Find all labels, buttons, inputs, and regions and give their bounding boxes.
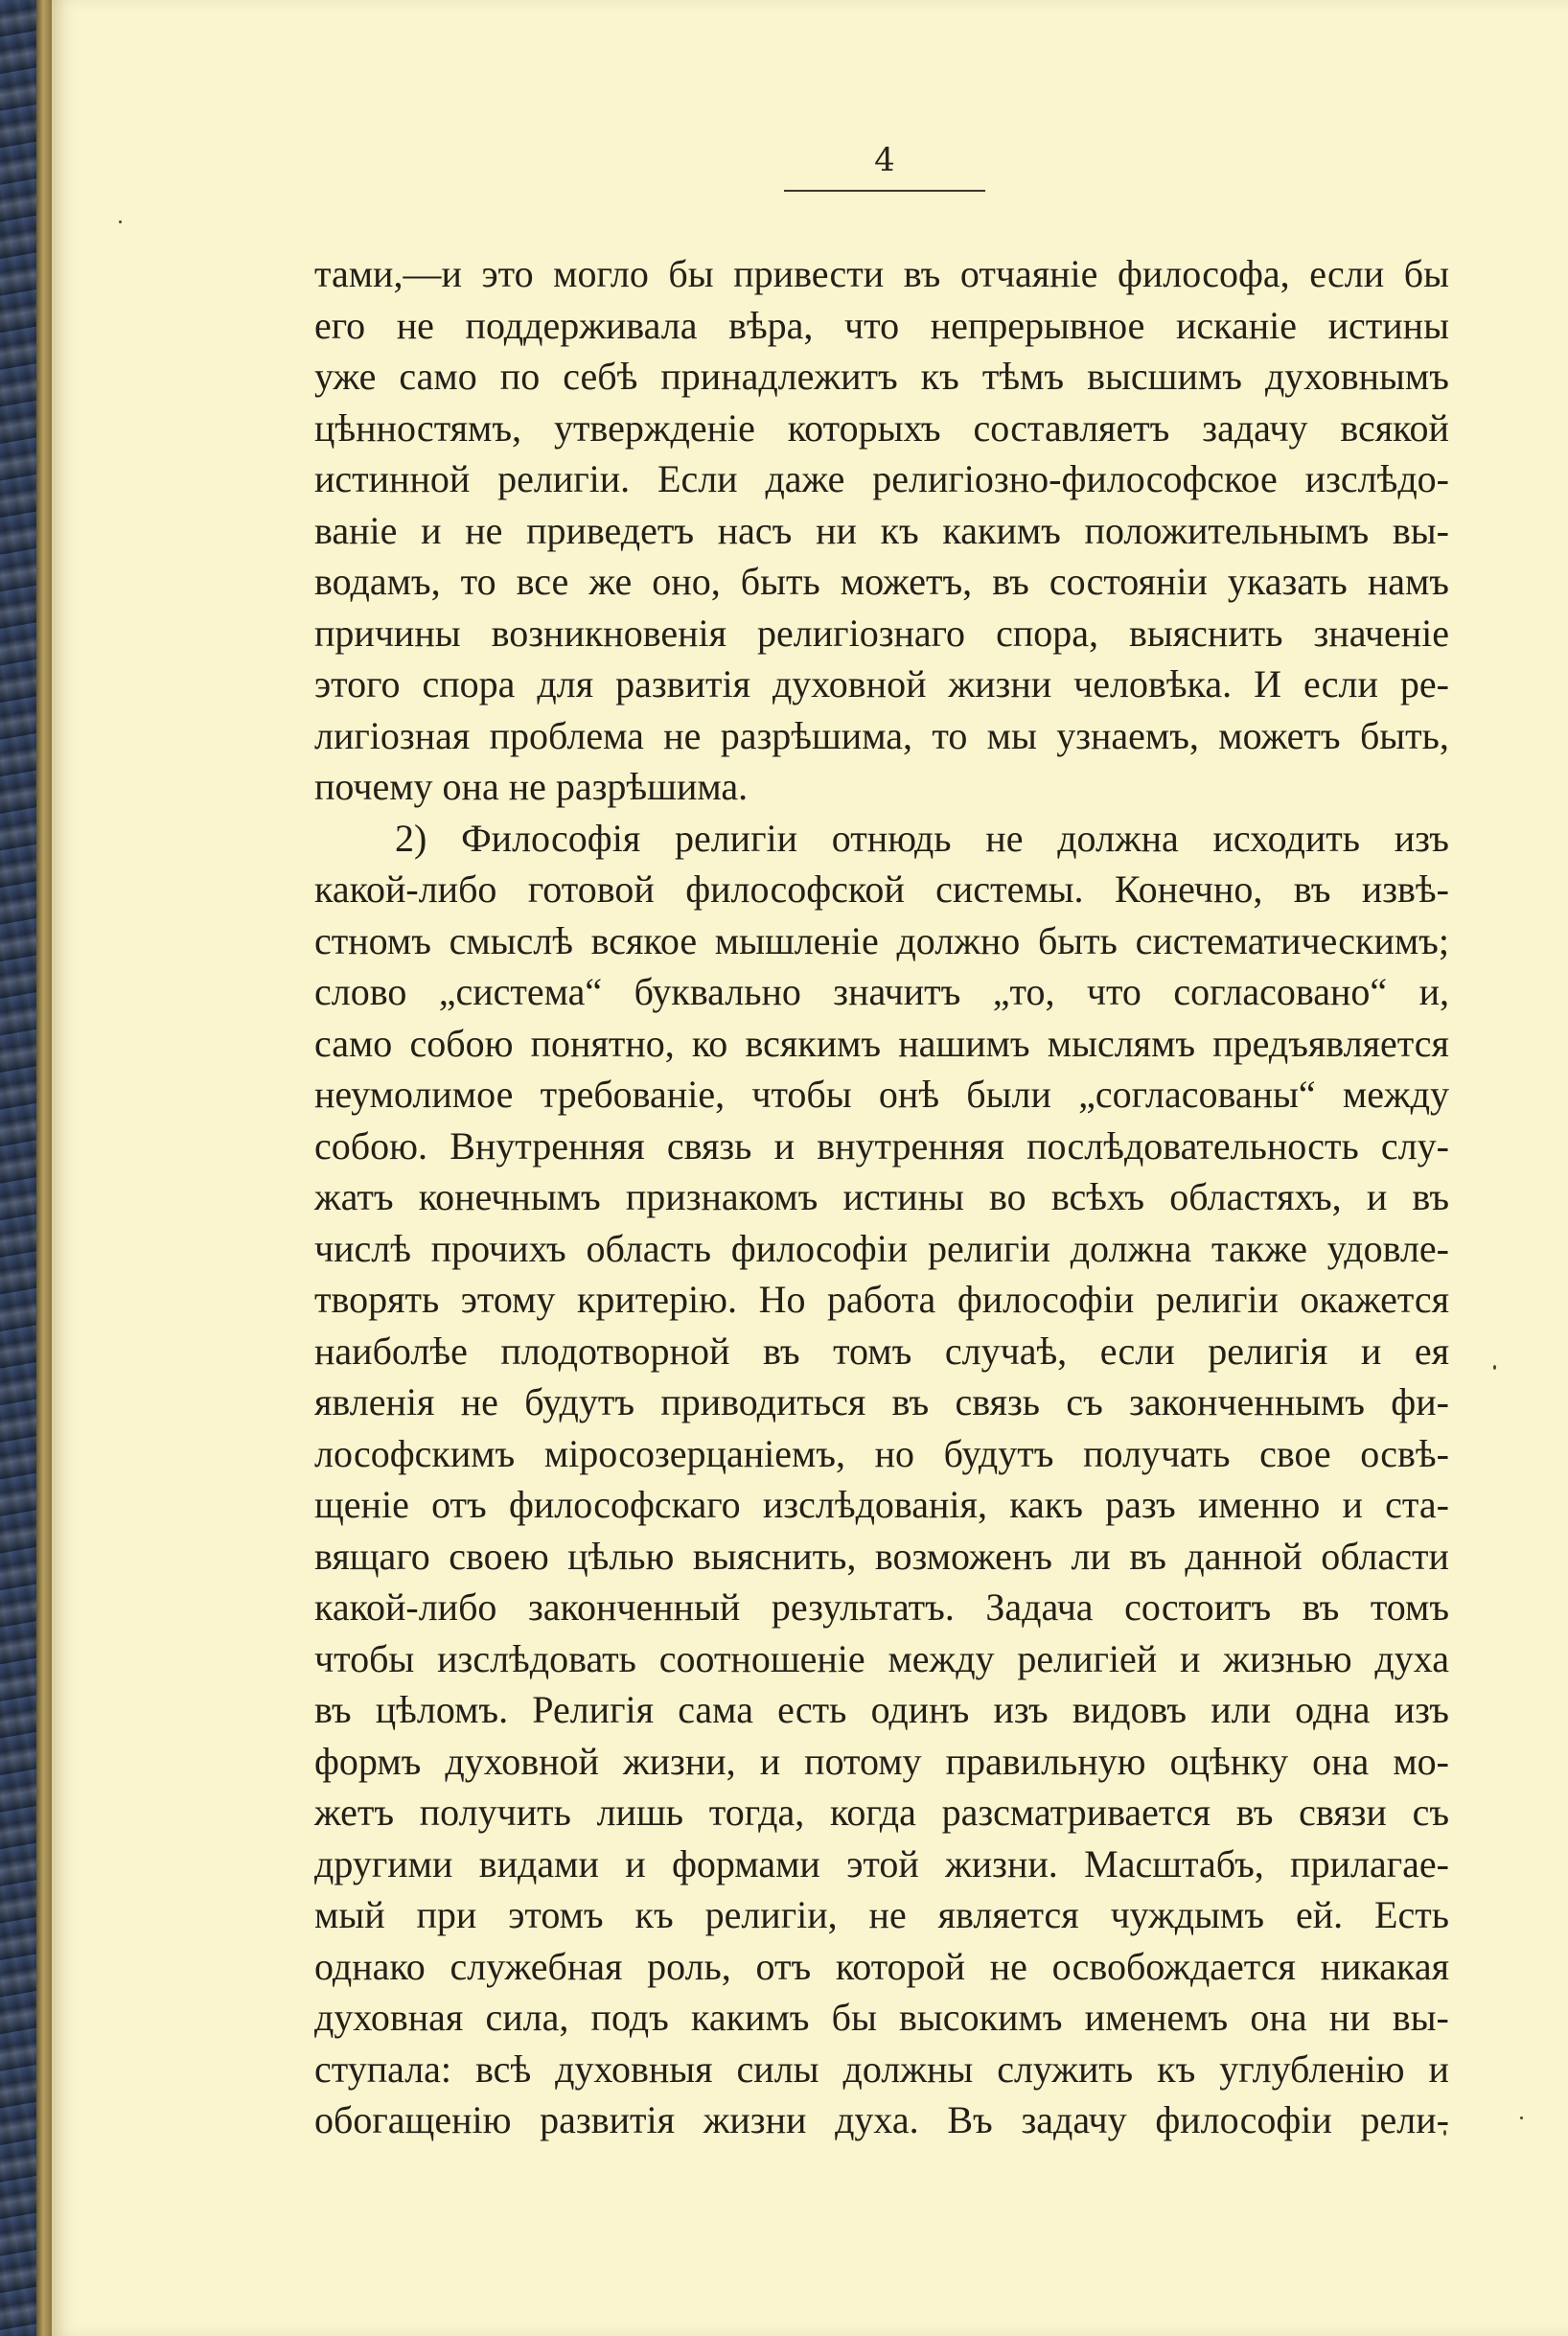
text-line: обогащенію развитія жизни духа. Въ задачу философіи рели- xyxy=(314,2098,1449,2141)
text-line: истинной религіи. Если даже религіозно-философское изслѣдо- xyxy=(314,457,1449,500)
text-line: причины возникновенія религіознаго спора, выяснить значеніе xyxy=(314,611,1449,655)
text-line: цѣнностямъ, утвержденіе которыхъ составляетъ задачу всякой xyxy=(314,405,1449,450)
text-line: наиболѣе плодотворной въ томъ случаѣ, если религія и ея xyxy=(314,1329,1449,1373)
text-line: жатъ конечнымъ признакомъ истины во всѣхъ областяхъ, и въ xyxy=(314,1175,1449,1218)
text-line: ваніе и не приведетъ насъ ни къ какимъ положительнымъ вы- xyxy=(314,508,1449,552)
paper-speck xyxy=(1493,1365,1496,1370)
text-line: щеніе отъ философскаго изслѣдованія, какъ разъ именно и ста- xyxy=(314,1483,1449,1526)
text-line: вящаго своею цѣлью выяснить, возможенъ ли въ данной области xyxy=(314,1534,1449,1578)
text-line: творять этому критерію. Но работа философіи религіи окажется xyxy=(314,1278,1449,1321)
text-line: другими видами и формами этой жизни. Масштабъ, прилагае- xyxy=(314,1841,1449,1885)
text-line: числѣ прочихъ область философіи религіи должна также удовле- xyxy=(314,1226,1449,1270)
text-line: чтобы изслѣдовать соотношеніе между религіей и жизнью духа xyxy=(314,1636,1449,1680)
text-line: само собою понятно, ко всякимъ нашимъ мыслямъ предъявляется xyxy=(314,1021,1449,1065)
text-line: тами,—и это могло бы привести въ отчаяніе философа, если бы xyxy=(314,252,1449,295)
text-line: его не поддерживала вѣра, что непрерывное исканіе истины xyxy=(314,303,1449,347)
text-line: неумолимое требованіе, чтобы онѣ были „согласованы“ между xyxy=(314,1073,1449,1116)
text-line: водамъ, то все же оно, быть можетъ, въ состояніи указать намъ xyxy=(314,560,1449,603)
paragraph xyxy=(314,248,1449,813)
text-line: жетъ получить лишь тогда, когда разсматривается въ связи съ xyxy=(314,1791,1449,1834)
text-line: однако служебная роль, отъ которой не освобождается никакая xyxy=(314,1944,1449,1988)
text-line: формъ духовной жизни, и потому правильную оцѣнку она мо- xyxy=(314,1739,1449,1783)
text-line: мый при этомъ къ религіи, не является чуждымъ ей. Есть xyxy=(314,1893,1449,1936)
header-rule xyxy=(784,190,985,192)
text-line: какой-либо готовой философской системы. Конечно, въ извѣ- xyxy=(314,867,1449,911)
paper-speck xyxy=(1520,2116,1523,2119)
text-line: духовная сила, подъ какимъ бы высокимъ именемъ она ни вы- xyxy=(314,1996,1449,2039)
paragraph xyxy=(314,813,1449,2146)
page-number: 4 xyxy=(874,141,895,179)
text-line: лософскимъ міросозерцаніемъ, но будутъ получать свое освѣ- xyxy=(314,1431,1449,1475)
text-line: явленія не будутъ приводиться въ связь съ законченнымъ фи- xyxy=(314,1380,1449,1423)
text-line: лигіозная проблема не разрѣшима, то мы узнаемъ, можетъ быть, xyxy=(314,713,1449,757)
text-line: стномъ смыслѣ всякое мышленіе должно быть систематическимъ; xyxy=(314,918,1449,962)
text-line: уже само по себѣ принадлежитъ къ тѣмъ высшимъ духовнымъ xyxy=(314,355,1449,398)
text-line: слово „система“ буквально значитъ „то, что согласовано“ и, xyxy=(314,970,1449,1013)
text-line: какой-либо законченный результатъ. Задача состоитъ въ томъ xyxy=(314,1585,1449,1629)
text-line: собою. Внутренняя связь и внутренняя послѣдовательность слу- xyxy=(314,1123,1449,1168)
body-text xyxy=(314,248,1449,2146)
binding-strip xyxy=(36,0,52,2336)
paper-speck xyxy=(119,220,122,223)
text-line: этого спора для развитія духовной жизни человѣка. И если ре- xyxy=(314,662,1449,705)
text-line: 2) Философія религіи отнюдь не должна исходить изъ xyxy=(395,816,1449,860)
text-line: въ цѣломъ. Религія сама есть одинъ изъ видовъ или одна изъ xyxy=(314,1688,1449,1731)
text-line: почему она не разрѣшима. xyxy=(314,765,749,808)
text-line: ступала: всѣ духовныя силы должны служить къ углубленію и xyxy=(314,2047,1449,2091)
